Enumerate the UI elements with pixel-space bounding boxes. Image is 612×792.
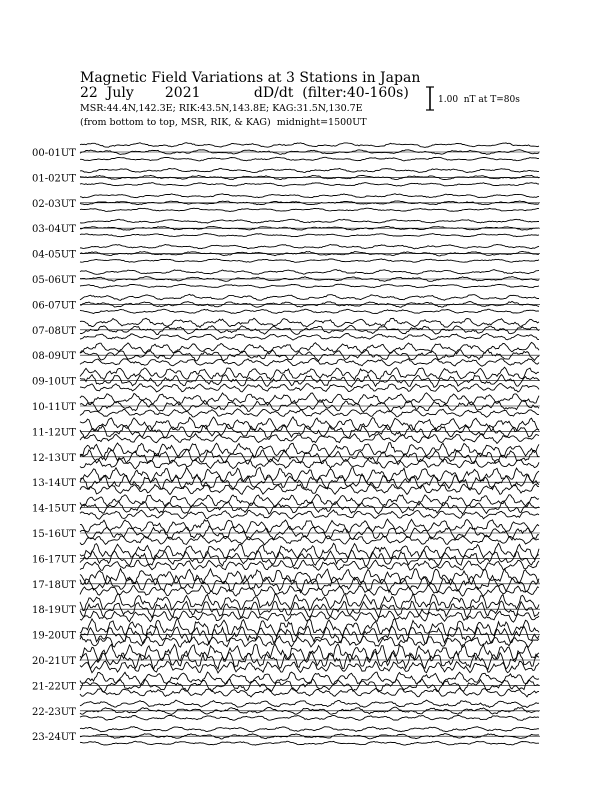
trace-kag	[80, 443, 539, 458]
trace-kag	[80, 294, 539, 300]
trace-msr	[80, 358, 539, 366]
hour-label: 13-14UT	[32, 478, 76, 490]
trace-kag	[80, 594, 539, 611]
trace-msr	[80, 309, 539, 313]
trace-msr	[80, 208, 539, 211]
hour-label: 20-21UT	[32, 656, 76, 667]
trace-msr	[80, 510, 539, 519]
hour-label: 18-19UT	[32, 605, 76, 617]
trace-rik	[80, 550, 539, 566]
trace-msr	[80, 334, 539, 341]
trace-kag	[80, 727, 539, 732]
trace-msr	[80, 409, 539, 417]
trace-msr	[80, 459, 539, 469]
hour-label: 17-18UT	[32, 579, 76, 591]
trace-kag	[80, 569, 539, 585]
trace-msr	[80, 384, 539, 393]
trace-msr	[80, 688, 539, 697]
hour-label: 19-20UT	[32, 630, 76, 642]
trace-msr	[80, 585, 539, 596]
hour-label: 22-23UT	[32, 706, 76, 718]
trace-msr	[80, 484, 539, 495]
trace-kag	[80, 245, 539, 249]
hour-label: 09-10UT	[32, 376, 76, 388]
trace-kag	[80, 467, 539, 483]
hour-label: 15-16UT	[32, 529, 76, 540]
hour-label: 07-08UT	[32, 325, 76, 337]
hour-label: 12-13UT	[32, 452, 76, 464]
trace-kag	[80, 143, 539, 148]
hour-label: 00-01UT	[32, 148, 76, 159]
date-filter-line: 22 July 2021 dD/dt (filter:40-160s)	[80, 85, 409, 101]
trace-msr	[80, 715, 539, 720]
trace-kag	[80, 393, 539, 405]
trace-kag	[80, 367, 539, 380]
trace-kag	[80, 644, 539, 662]
station-order-note: (from bottom to top, MSR, RIK, & KAG) midnight=1500UT	[80, 117, 367, 128]
trace-kag	[80, 618, 539, 636]
trace-kag	[80, 700, 539, 708]
trace-kag	[80, 318, 539, 327]
trace-msr	[80, 234, 539, 237]
trace-rik	[80, 474, 539, 490]
hour-label: 02-03UT	[32, 198, 76, 210]
hour-label: 06-07UT	[32, 300, 76, 312]
hour-label: 01-02UT	[32, 173, 76, 185]
hour-label: 05-06UT	[32, 275, 76, 286]
trace-kag	[80, 194, 539, 198]
scale-bar-label: 1.00 nT at T=80s	[438, 95, 520, 105]
trace-kag	[80, 168, 539, 172]
hour-label: 08-09UT	[32, 351, 76, 363]
trace-kag	[80, 417, 539, 432]
hour-label: 14-15UT	[32, 503, 76, 515]
trace-kag	[80, 270, 539, 275]
hour-label: 03-04UT	[32, 224, 76, 236]
hour-label: 21-22UT	[32, 681, 76, 693]
hour-label: 11-12UT	[32, 427, 76, 439]
trace-msr	[80, 284, 539, 288]
hour-label: 04-05UT	[32, 249, 76, 261]
station-coordinates: MSR:44.4N,142.3E; RIK:43.5N,143.8E; KAG:31.5N,130.7E	[80, 103, 363, 114]
trace-msr	[80, 434, 539, 444]
trace-msr	[80, 157, 539, 161]
trace-msr	[80, 741, 539, 745]
hour-label: 16-17UT	[32, 554, 76, 566]
chart-title: Magnetic Field Variations at 3 Stations in Japan	[80, 70, 421, 86]
trace-msr	[80, 183, 539, 187]
hour-label: 10-11UT	[32, 402, 76, 413]
trace-kag	[80, 219, 539, 223]
trace-msr	[80, 259, 539, 262]
hour-label: 23-24UT	[32, 732, 76, 744]
